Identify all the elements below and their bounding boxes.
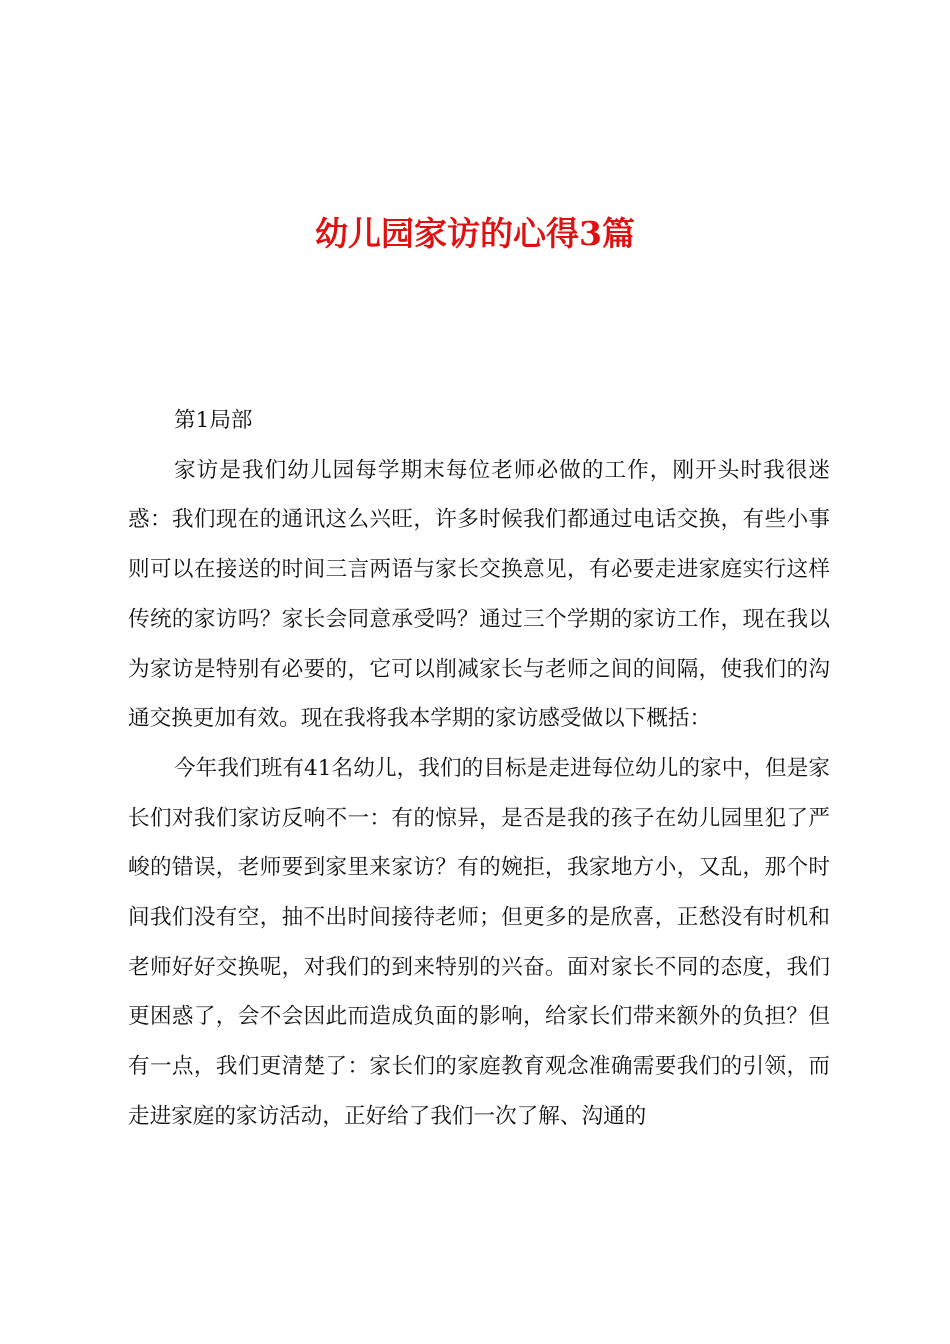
- paragraph-1: 家访是我们幼儿园每学期末每位老师必做的工作，刚开头时我很迷惑：我们现在的通讯这么兴旺，许多时候我们都通过电话交换，有些小事则可以在接送的时间三言两语与家长交换意见，有必要走进家庭实行这样传统的家访吗？家长会同意承受吗？通过三个学期的家访工作，现在我以为家访是特别有必要的，它可以削减家长与老师之间的间隔，使我们的沟通交换更加有效。现在我将我本学期的家访感受做以下概括：: [128, 457, 830, 732]
- section-heading: 第1局部: [174, 408, 253, 433]
- document-body: [128, 396, 830, 1142]
- document-title: 幼儿园家访的心得3篇: [315, 214, 635, 253]
- paragraph-2: 今年我们班有41名幼儿，我们的目标是走进每位幼儿的家中，但是家长们对我们家访反响不一：有的惊异，是否是我的孩子在幼儿园里犯了严峻的错误，老师要到家里来家访？有的婉拒，我家地方小，又乱，那个时间我们没有空，抽不出时间接待老师；但更多的是欣喜，正愁没有时机和老师好好交换呢，对我们的到来特别的兴奋。面对家长不同的态度，我们更困惑了，会不会因此而造成负面的影响，给家长们带来额外的负担？但有一点，我们更清楚了：家长们的家庭教育观念准确需要我们的引领，而走进家庭的家访活动，正好给了我们一次了解、沟通的: [128, 755, 830, 1129]
